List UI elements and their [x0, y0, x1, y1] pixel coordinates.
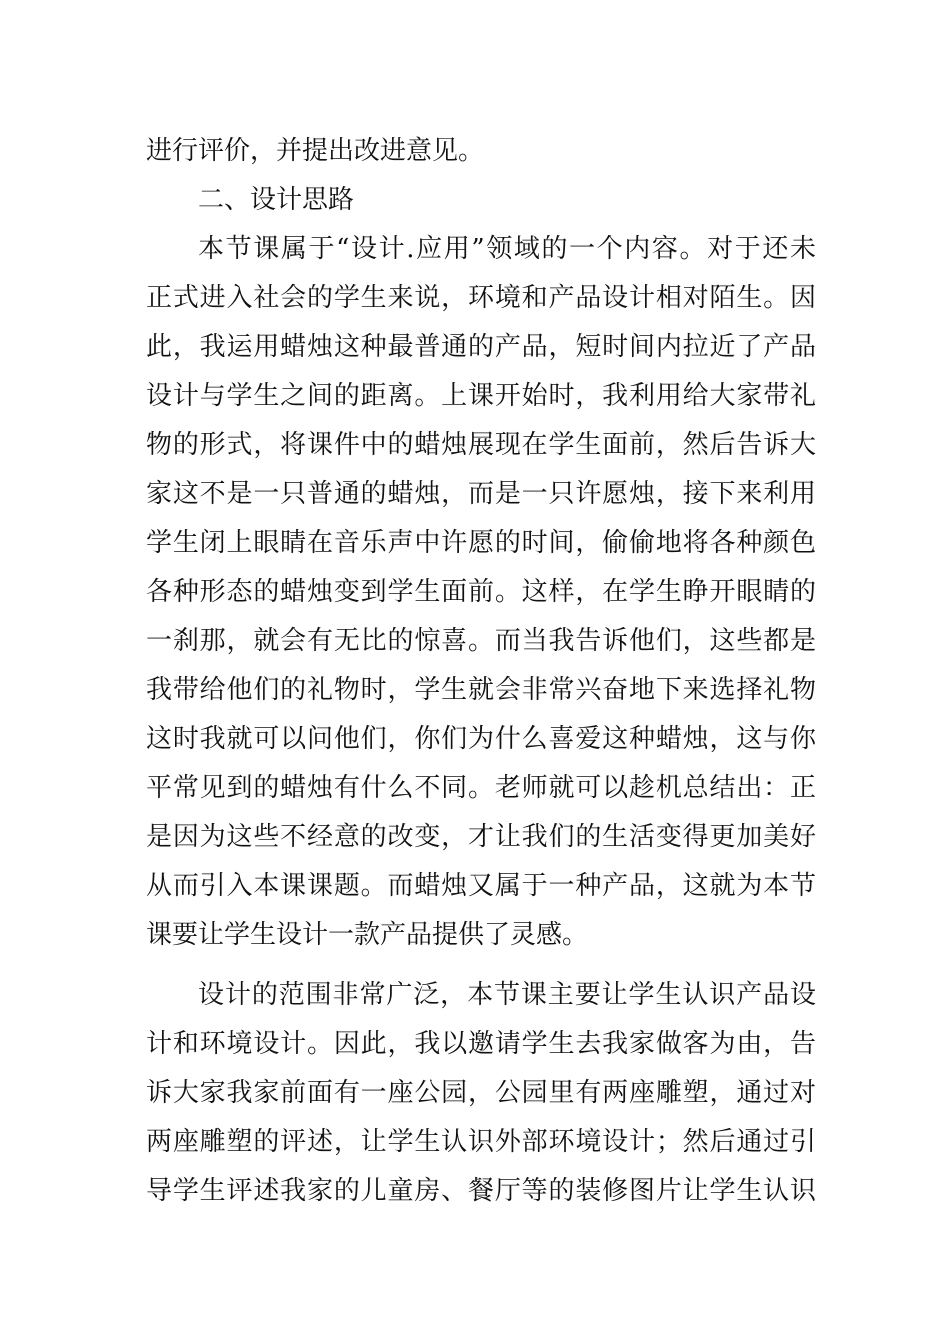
text-line: 我带给他们的礼物时，学生就会非常兴奋地下来选择礼物 — [146, 675, 816, 705]
text-line: 两座雕塑的评述，让学生认识外部环境设计；然后通过引 — [146, 1127, 816, 1157]
text-line: 平常见到的蜡烛有什么不同。老师就可以趁机总结出：正 — [146, 773, 816, 803]
text-line: 本节课属于“设计.应用”领域的一个内容。对于还未 — [198, 234, 816, 264]
text-line: 此，我运用蜡烛这种最普通的产品，短时间内拉近了产品 — [146, 332, 816, 362]
text-line: 物的形式，将课件中的蜡烛展现在学生面前，然后告诉大 — [146, 430, 816, 460]
text-line: 课要让学生设计一款产品提供了灵感。 — [146, 920, 589, 950]
text-line: 家这不是一只普通的蜡烛，而是一只许愿烛，接下来利用 — [146, 479, 816, 509]
text-line: 从而引入本课课题。而蜡烛又属于一种产品，这就为本节 — [146, 871, 816, 901]
text-line: 正式进入社会的学生来说，环境和产品设计相对陌生。因 — [146, 283, 816, 313]
text-line: 一刹那，就会有无比的惊喜。而当我告诉他们，这些都是 — [146, 626, 816, 656]
text-line: 各种形态的蜡烛变到学生面前。这样，在学生睁开眼睛的 — [146, 577, 816, 607]
text-line: 学生闭上眼睛在音乐声中许愿的时间，偷偷地将各种颜色 — [146, 528, 816, 558]
text-line: 计和环境设计。因此，我以邀请学生去我家做客为由，告 — [146, 1029, 816, 1059]
text-line: 这时我就可以问他们，你们为什么喜爱这种蜡烛，这与你 — [146, 724, 816, 754]
text-line: 设计与学生之间的距离。上课开始时，我利用给大家带礼 — [146, 381, 816, 411]
text-line: 导学生评述我家的儿童房、餐厅等的装修图片让学生认识 — [146, 1176, 816, 1206]
text-line: 进行评价，并提出改进意见。 — [146, 136, 485, 166]
section-heading: 二、设计思路 — [198, 185, 355, 215]
text-line: 诉大家我家前面有一座公园，公园里有两座雕塑，通过对 — [146, 1078, 816, 1108]
text-line: 设计的范围非常广泛，本节课主要让学生认识产品设 — [198, 980, 816, 1010]
text-line: 是因为这些不经意的改变，才让我们的生活变得更加美好 — [146, 822, 816, 852]
